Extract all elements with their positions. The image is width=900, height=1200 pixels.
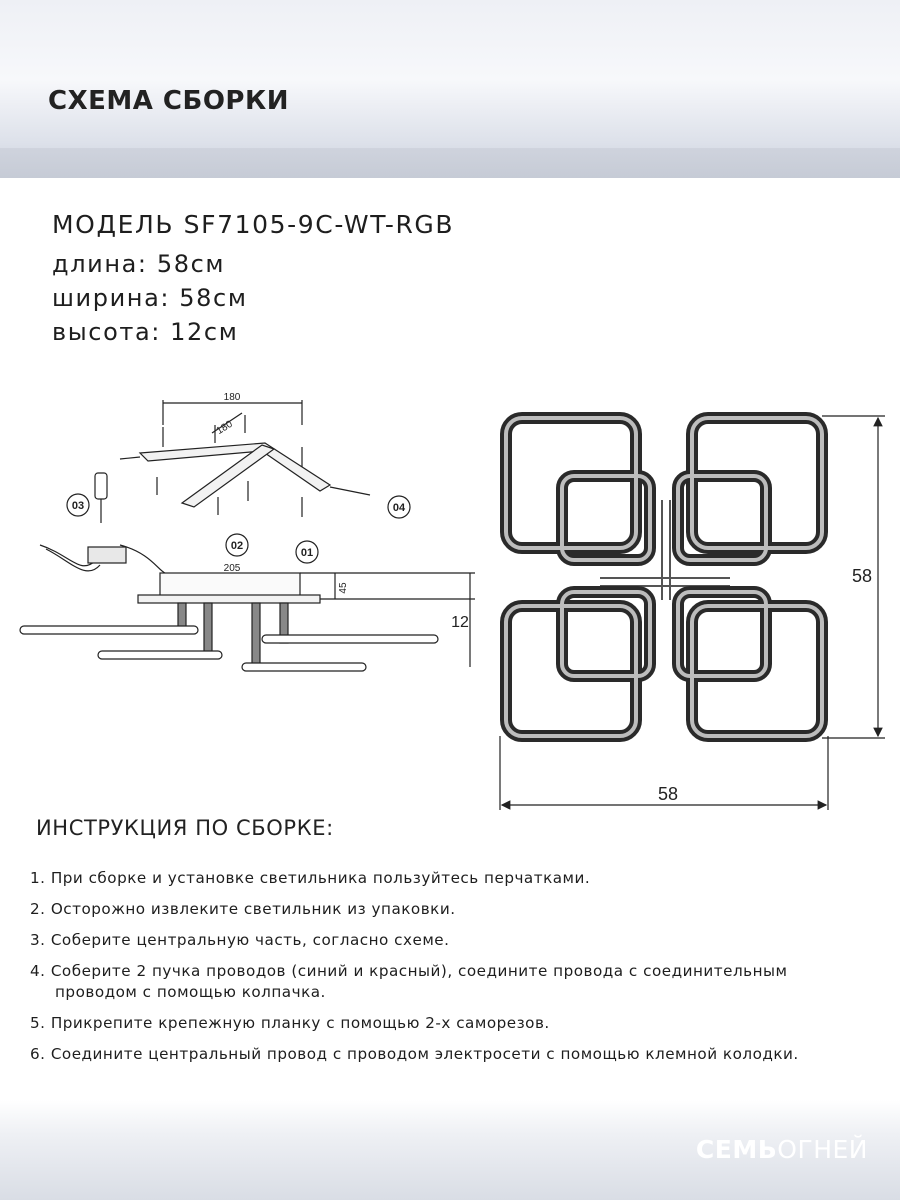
step-6: 6. Соедините центральный провод с проводом электросети с помощью клемной колодки.	[30, 1045, 799, 1063]
callout-02: 02	[230, 540, 244, 552]
step-5: 5. Прикрепите крепежную планку с помощью 2-х саморезов.	[30, 1014, 550, 1032]
dim-205: 205	[223, 563, 241, 574]
instructions-list	[30, 868, 890, 1075]
step-1: 1. При сборке и установке светильника пользуйтесь перчатками.	[30, 869, 591, 887]
brand-logo	[696, 1135, 868, 1164]
dim-180-top: 180	[223, 392, 241, 403]
spec-height: высота: 12см	[52, 318, 239, 346]
step-3: 3. Соберите центральную часть, согласно схеме.	[30, 931, 450, 949]
step-4	[30, 961, 890, 1003]
instructions-title: ИНСТРУКЦИЯ ПО СБОРКЕ:	[36, 816, 334, 840]
page-title: СХЕМА СБОРКИ	[48, 86, 290, 116]
header-band	[0, 148, 900, 178]
dim-180-diag: 180	[214, 418, 235, 437]
logo-part-light: ОГНЕЙ	[777, 1135, 868, 1164]
step-4-line-2: проводом с помощью колпачка.	[55, 983, 326, 1001]
logo-part-bold: СЕМЬ	[695, 1135, 778, 1164]
step-4-line-1: 4. Соберите 2 пучка проводов (синий и красный), соедините провода с соединительным	[30, 962, 788, 980]
step-2: 2. Осторожно извлеките светильник из упаковки.	[30, 900, 456, 918]
callout-01: 01	[300, 547, 314, 559]
dim-width: 58	[657, 784, 679, 804]
callout-04: 04	[392, 502, 406, 514]
dim-12: 12	[451, 614, 469, 631]
model-name: МОДЕЛЬ SF7105-9C-WT-RGB	[52, 210, 455, 239]
assembly-diagram	[0, 385, 480, 705]
spec-width: ширина: 58см	[52, 284, 248, 312]
dim-height: 58	[851, 566, 873, 586]
top-view-diagram	[490, 400, 895, 820]
spec-length: длина: 58см	[52, 250, 226, 278]
callout-03: 03	[71, 500, 85, 512]
dim-45: 45	[338, 582, 349, 594]
